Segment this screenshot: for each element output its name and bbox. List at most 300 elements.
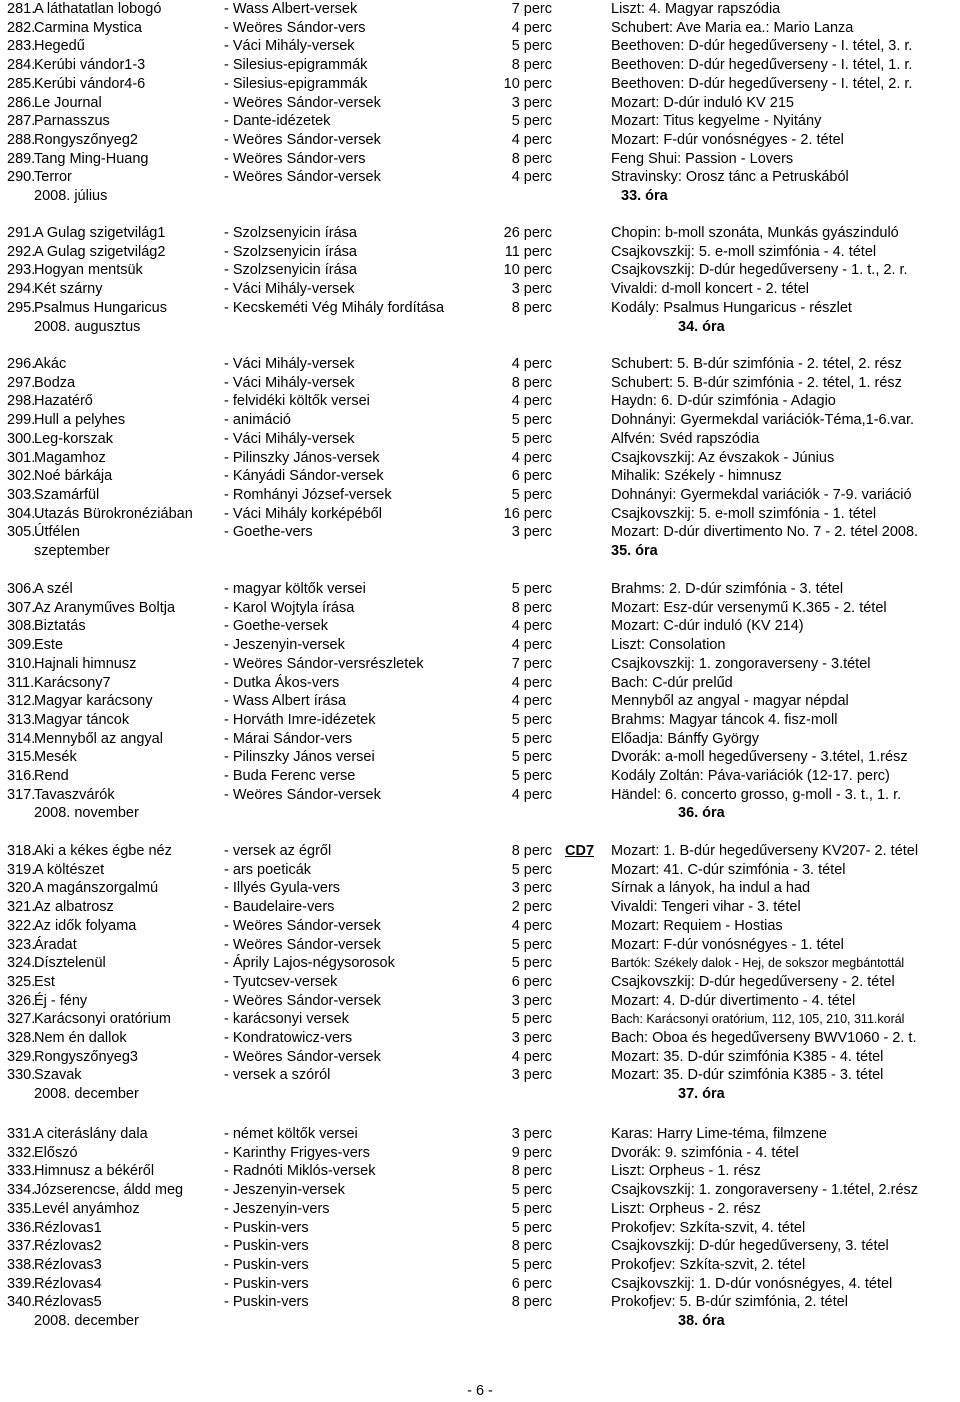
program-source: - Váci Mihály-versek	[224, 374, 355, 391]
program-row	[0, 973, 960, 992]
program-title: Akác	[34, 356, 67, 372]
program-duration: 3 perc	[511, 992, 552, 1009]
row-number: 337.	[7, 1238, 36, 1255]
program-source: - felvidéki költők versei	[224, 393, 370, 410]
section-date: szeptember	[34, 543, 110, 559]
program-title: Józserencse, áldd meg	[34, 1182, 184, 1199]
program-source: - Horváth Imre-idézetek	[224, 711, 376, 728]
program-title: Hazatérő	[34, 393, 93, 410]
section-date: 2008. augusztus	[34, 318, 141, 335]
program-source: - Kányádi Sándor-versek	[224, 468, 384, 485]
program-source: - Szolzsenyicin írása	[224, 262, 357, 279]
program-source: - karácsonyi versek	[224, 1011, 349, 1028]
section-lesson-number: 33. óra	[621, 188, 668, 204]
program-source: - versek az égről	[224, 843, 332, 859]
program-music: Schubert: 5. B-dúr szimfónia - 2. tétel, 2. rész	[611, 356, 902, 372]
program-music: Dvorák: 9. szimfónia - 4. tétel	[611, 1144, 799, 1161]
program-source: - Pilinszky János-versek	[224, 449, 380, 466]
row-number: 311.	[7, 674, 35, 691]
row-number: 325.	[7, 973, 36, 990]
program-row	[0, 392, 960, 411]
program-duration: 5 perc	[511, 768, 552, 784]
program-duration: 5 perc	[511, 1256, 552, 1273]
program-title: Tavaszvárók	[34, 786, 115, 803]
row-number: 294.	[7, 281, 36, 298]
program-title: Szamárfül	[34, 486, 100, 503]
program-title: A szél	[34, 581, 73, 597]
row-number: 323.	[7, 936, 36, 953]
program-duration: 4 perc	[511, 786, 552, 803]
program-row	[0, 1256, 960, 1275]
program-row	[0, 505, 960, 524]
program-music: Mozart: Esz-dúr versenymű K.365 - 2. tétel	[611, 599, 887, 616]
program-source: - Goethe-vers	[224, 524, 313, 541]
program-music: Mozart: Requiem - Hostias	[611, 917, 783, 934]
row-number: 312.	[7, 693, 36, 710]
program-duration: 3 perc	[511, 880, 552, 897]
program-row	[0, 954, 960, 973]
row-number: 304.	[7, 505, 36, 522]
program-music: Schubert: 5. B-dúr szimfónia - 2. tétel, 1. rész	[611, 374, 902, 391]
program-title: Levél anyámhoz	[34, 1200, 140, 1217]
program-duration: 8 perc	[511, 299, 552, 316]
program-title: Est	[34, 973, 55, 990]
program-music: Kodály Zoltán: Páva-variációk (12-17. perc)	[611, 768, 890, 784]
program-music: Előadja: Bánffy György	[611, 730, 760, 747]
program-music: Dohnányi: Gyermekdal variációk - 7-9. variáció	[611, 486, 912, 503]
program-music: Liszt: Consolation	[611, 637, 726, 654]
program-title: Hajnali himnusz	[34, 655, 137, 672]
program-duration: 8 perc	[511, 57, 552, 74]
row-number: 284.	[7, 57, 36, 74]
program-source: - Puskin-vers	[224, 1294, 309, 1311]
program-title: Az idők folyama	[34, 917, 137, 934]
program-music: Mozart: F-dúr vonósnégyes - 2. tétel	[611, 131, 844, 148]
program-music: Csajkovszkij: D-dúr hegedűverseny - 1. t., 2. r.	[611, 262, 908, 279]
program-title: Carmina Mystica	[34, 19, 142, 36]
program-row	[0, 1066, 960, 1085]
row-number: 316.	[7, 768, 36, 784]
program-source: - Puskin-vers	[224, 1219, 309, 1236]
program-duration: 5 perc	[511, 711, 552, 728]
program-row	[0, 168, 960, 187]
program-title: Psalmus Hungaricus	[34, 299, 167, 316]
program-music: Vivaldi: d-moll koncert - 2. tétel	[611, 281, 809, 298]
program-source: - Pilinszky János versei	[224, 749, 375, 766]
program-row	[0, 56, 960, 75]
program-duration: 6 perc	[511, 973, 552, 990]
program-music: Csajkovszkij: D-dúr hegedűverseny - 2. tétel	[611, 973, 895, 990]
program-music: Vivaldi: Tengeri vihar - 3. tétel	[611, 899, 801, 916]
row-number: 330.	[7, 1067, 36, 1084]
program-duration: 8 perc	[511, 599, 552, 616]
row-number: 282.	[7, 19, 36, 36]
program-title: Nem én dallok	[34, 1030, 127, 1046]
program-title: Kerúbi vándor4-6	[34, 75, 146, 92]
program-title: Rongyszőnyeg3	[34, 1048, 138, 1065]
program-source: - Márai Sándor-vers	[224, 730, 353, 747]
program-duration: 11 perc	[504, 243, 552, 260]
program-title: A Gulag szigetvilág2	[34, 243, 166, 260]
program-source: - Silesius-epigrammák	[224, 57, 368, 74]
program-source: - Kondratowicz-vers	[224, 1030, 353, 1046]
program-source: - Jeszenyin-versek	[224, 637, 345, 654]
row-number: 305.	[7, 524, 36, 541]
program-music: Mozart: 35. D-dúr szimfónia K385 - 3. tétel	[611, 1067, 884, 1084]
program-row	[0, 1162, 960, 1181]
program-row	[0, 1275, 960, 1294]
section-date: 2008. november	[34, 805, 139, 822]
row-number: 340.	[7, 1294, 36, 1311]
program-duration: 5 perc	[511, 486, 552, 503]
program-music: Schubert: Ave Maria ea.: Mario Lanza	[611, 19, 854, 36]
row-number: 338.	[7, 1256, 36, 1273]
program-source: - Karol Wojtyla írása	[224, 599, 355, 616]
program-source: - Puskin-vers	[224, 1275, 309, 1292]
row-number: 314.	[7, 730, 36, 747]
program-duration: 6 perc	[511, 1275, 552, 1292]
program-title: Le Journal	[34, 94, 102, 111]
program-music: Beethoven: D-dúr hegedűverseny - I. tétel, 2. r.	[611, 75, 913, 92]
program-title: A láthatatlan lobogó	[34, 1, 162, 17]
program-duration: 5 perc	[511, 412, 552, 429]
program-source: - versek a szóról	[224, 1067, 331, 1084]
program-duration: 7 perc	[511, 1, 552, 17]
row-number: 308.	[7, 618, 36, 635]
program-duration: 4 perc	[511, 19, 552, 36]
row-number: 315.	[7, 749, 36, 766]
program-music: Csajkovszkij: 5. e-moll szimfónia - 4. tétel	[611, 243, 877, 260]
program-duration: 5 perc	[511, 730, 552, 747]
row-number: 298.	[7, 393, 36, 410]
program-duration: 4 perc	[511, 1048, 552, 1065]
program-title: Kerúbi vándor1-3	[34, 57, 146, 74]
program-music: Csajkovszkij: 5. e-moll szimfónia - 1. tétel	[611, 505, 877, 522]
program-music: Dohnányi: Gyermekdal variációk-Téma,1-6.var.	[611, 412, 915, 429]
program-source: - Kecskeméti Vég Mihály fordítása	[224, 299, 445, 316]
row-number: 320.	[7, 880, 36, 897]
row-number: 335.	[7, 1200, 36, 1217]
program-source: - Illyés Gyula-vers	[224, 880, 341, 897]
program-source: - Weöres Sándor-versek	[224, 936, 381, 953]
row-number: 310.	[7, 655, 36, 672]
row-number: 317.	[7, 786, 36, 803]
program-duration: 5 perc	[511, 581, 552, 597]
program-row	[0, 767, 960, 786]
program-duration: 3 perc	[511, 1067, 552, 1084]
program-title: A magánszorgalmú	[34, 880, 159, 897]
program-source: - Buda Ferenc verse	[224, 768, 356, 784]
program-duration: 5 perc	[511, 1200, 552, 1217]
program-row	[0, 75, 960, 94]
program-duration: 4 perc	[511, 674, 552, 691]
row-number: 300.	[7, 430, 36, 447]
row-number: 329.	[7, 1048, 36, 1065]
program-row	[0, 243, 960, 262]
program-title: Az Aranyműves Boltja	[34, 599, 176, 616]
program-duration: 3 perc	[511, 94, 552, 111]
row-number: 322.	[7, 917, 36, 934]
program-music: Mennyből az angyal - magyar népdal	[611, 693, 849, 710]
program-source: - Váci Mihály-versek	[224, 38, 355, 55]
section-lesson-number: 38. óra	[678, 1313, 725, 1329]
program-duration: 5 perc	[511, 936, 552, 953]
program-title: Hegedű	[34, 38, 85, 55]
program-duration: 5 perc	[511, 38, 552, 55]
program-music: Brahms: Magyar táncok 4. fisz-moll	[611, 711, 838, 728]
program-title: Leg-korszak	[34, 430, 113, 447]
program-row	[0, 786, 960, 805]
program-row	[0, 748, 960, 767]
row-number: 289.	[7, 150, 36, 167]
program-row	[0, 19, 960, 38]
row-number: 313.	[7, 711, 36, 728]
row-number: 332.	[7, 1144, 36, 1161]
program-music: Prokofjev: 5. B-dúr szimfónia, 2. tétel	[611, 1294, 848, 1311]
program-duration: 4 perc	[511, 618, 552, 635]
program-music: Mozart: Titus kegyelme - Nyitány	[611, 113, 822, 130]
program-title: A citeráslány dala	[34, 1126, 148, 1142]
program-title: A költészet	[34, 861, 105, 878]
program-duration: 6 perc	[511, 468, 552, 485]
program-source: - Weöres Sándor-versek	[224, 786, 381, 803]
program-source: - Weöres Sándor-versek	[224, 992, 381, 1009]
program-row	[0, 1048, 960, 1067]
program-duration: 4 perc	[511, 637, 552, 654]
program-title: Rézlovas2	[34, 1238, 102, 1255]
program-title: Áradat	[34, 936, 77, 953]
program-title: Bodza	[34, 374, 76, 391]
program-duration: 5 perc	[511, 1219, 552, 1236]
program-row	[0, 861, 960, 880]
program-title: Utazás Bürokronéziában	[34, 505, 193, 522]
program-music: Karas: Harry Lime-téma, filmzene	[611, 1126, 827, 1142]
program-row	[0, 150, 960, 169]
program-source: - Weöres Sándor-vers	[224, 19, 366, 36]
program-duration: 16 perc	[503, 505, 552, 522]
program-duration: 3 perc	[511, 1030, 552, 1046]
program-duration: 5 perc	[511, 861, 552, 878]
program-title: Himnusz a békéről	[34, 1163, 155, 1180]
row-number: 287.	[7, 113, 36, 130]
program-music: Mozart: 4. D-dúr divertimento - 4. tétel	[611, 992, 856, 1009]
program-row	[0, 692, 960, 711]
row-number: 299.	[7, 412, 36, 429]
program-title: Noé bárkája	[34, 468, 113, 485]
program-music: Liszt: Orpheus - 2. rész	[611, 1200, 761, 1217]
section-lesson-number: 35. óra	[611, 543, 658, 559]
program-source: - Baudelaire-vers	[224, 899, 335, 916]
program-title: Rend	[34, 768, 69, 784]
program-title: Hogyan mentsük	[34, 262, 143, 279]
program-duration: 4 perc	[511, 917, 552, 934]
row-number: 319.	[7, 861, 36, 878]
row-number: 336.	[7, 1219, 36, 1236]
program-duration: 9 perc	[511, 1144, 552, 1161]
program-duration: 7 perc	[511, 655, 552, 672]
row-number: 286.	[7, 94, 36, 111]
program-source: - Puskin-vers	[224, 1256, 309, 1273]
program-row	[0, 1237, 960, 1256]
program-row	[0, 131, 960, 150]
section-date: 2008. július	[34, 188, 108, 204]
program-music: Alfvén: Svéd rapszódia	[611, 430, 760, 447]
program-title: Karácsony7	[34, 674, 111, 691]
program-duration: 4 perc	[511, 393, 552, 410]
program-duration: 4 perc	[511, 449, 552, 466]
program-row	[0, 655, 960, 674]
program-duration: 10 perc	[503, 75, 552, 92]
page-number: - 6 -	[467, 1383, 493, 1399]
program-duration: 4 perc	[511, 356, 552, 372]
program-source: - ars poeticák	[224, 861, 312, 878]
program-title: Útfélen	[34, 524, 80, 541]
program-music: Bach: Oboa és hegedűverseny BWV1060 - 2. t.	[611, 1030, 917, 1046]
program-duration: 5 perc	[511, 749, 552, 766]
program-source: - Jeszenyin-vers	[224, 1200, 330, 1217]
program-music: Feng Shui: Passion - Lovers	[611, 150, 794, 167]
program-row	[0, 1293, 960, 1312]
program-row	[0, 1029, 960, 1048]
program-title: Hull a pelyhes	[34, 412, 126, 429]
program-music: Brahms: 2. D-dúr szimfónia - 3. tétel	[611, 581, 844, 597]
row-number: 339.	[7, 1275, 36, 1292]
row-number: 328.	[7, 1030, 36, 1046]
program-source: - Váci Mihály-versek	[224, 356, 355, 372]
program-row	[0, 580, 960, 599]
row-number: 293.	[7, 262, 36, 279]
program-source: - Váci Mihály korképéből	[224, 505, 382, 522]
program-title: Mesék	[34, 749, 77, 766]
program-source: - Weöres Sándor-versek	[224, 1048, 381, 1065]
program-music: Bartók: Székely dalok - Hej, de sokszor megbántottál	[611, 956, 905, 971]
program-duration: 3 perc	[511, 281, 552, 298]
program-source: - Jeszenyin-versek	[224, 1182, 345, 1199]
program-duration: 2 perc	[511, 899, 552, 916]
row-number: 306.	[7, 581, 36, 597]
program-duration: 4 perc	[511, 693, 552, 710]
row-number: 290.	[7, 169, 36, 186]
row-number: 291.	[7, 225, 36, 241]
program-row	[0, 486, 960, 505]
program-title: Rézlovas5	[34, 1294, 102, 1311]
program-title: Rézlovas4	[34, 1275, 102, 1292]
row-number: 297.	[7, 374, 36, 391]
row-number: 334.	[7, 1182, 36, 1199]
program-title: Terror	[34, 169, 72, 186]
program-title: Biztatás	[34, 618, 86, 635]
program-duration: 8 perc	[511, 150, 552, 167]
section-lesson-number: 37. óra	[678, 1086, 725, 1103]
program-source: - Wass Albert írása	[224, 693, 346, 710]
program-music: Mozart: C-dúr induló (KV 214)	[611, 618, 804, 635]
program-music: Csajkovszkij: 1. D-dúr vonósnégyes, 4. tétel	[611, 1275, 893, 1292]
program-music: Prokofjev: Szkíta-szvit, 2. tétel	[611, 1256, 806, 1273]
program-music: Mozart: D-dúr divertimento No. 7 - 2. tétel 2008.	[611, 524, 919, 541]
program-source: - magyar költők versei	[224, 581, 366, 597]
program-duration: 8 perc	[511, 843, 552, 859]
program-duration: 5 perc	[511, 1182, 552, 1199]
program-title: Két szárny	[34, 281, 103, 298]
program-music: Liszt: 4. Magyar rapszódia	[611, 1, 781, 17]
program-duration: 5 perc	[511, 430, 552, 447]
program-source: - Weöres Sándor-versek	[224, 917, 381, 934]
program-music: Kodály: Psalmus Hungaricus - részlet	[611, 299, 852, 316]
program-music: Dvorák: a-moll hegedűverseny - 3.tétel, 1.rész	[611, 749, 908, 766]
program-music: Mozart: 41. C-dúr szimfónia - 3. tétel	[611, 861, 846, 878]
row-number: 333.	[7, 1163, 36, 1180]
program-source: - Weöres Sándor-versek	[224, 94, 381, 111]
program-source: - Szolzsenyicin írása	[224, 225, 357, 241]
program-music: Csajkovszkij: 1. zongoraverseny - 3.tétel	[611, 655, 871, 672]
row-number: 296.	[7, 356, 36, 372]
program-title: Rézlovas1	[34, 1219, 102, 1236]
program-source: - Weöres Sándor-versek	[224, 131, 381, 148]
program-row	[0, 992, 960, 1011]
program-music: Liszt: Orpheus - 1. rész	[611, 1163, 761, 1180]
program-music: Händel: 6. concerto grosso, g-moll - 3. t., 1. r.	[611, 786, 902, 803]
program-title: Az albatrosz	[34, 899, 114, 916]
program-row	[0, 449, 960, 468]
program-source: - Szolzsenyicin írása	[224, 243, 357, 260]
program-music: Csajkovszkij: 1. zongoraverseny - 1.tétel, 2.rész	[611, 1182, 919, 1199]
program-row	[0, 411, 960, 430]
section-date: 2008. december	[34, 1313, 139, 1329]
program-row	[0, 617, 960, 636]
program-source: - Dante-idézetek	[224, 113, 331, 130]
program-duration: 26 perc	[503, 225, 552, 241]
program-duration: 3 perc	[511, 524, 552, 541]
program-title: Dísztelenül	[34, 955, 106, 972]
row-number: 326.	[7, 992, 36, 1009]
program-title: Előszó	[34, 1144, 78, 1161]
program-row	[0, 224, 960, 243]
program-title: Karácsonyi oratórium	[34, 1011, 171, 1028]
program-duration: 3 perc	[511, 1126, 552, 1142]
program-music: Mozart: F-dúr vonósnégyes - 1. tétel	[611, 936, 844, 953]
program-row	[0, 1219, 960, 1238]
program-row	[0, 1010, 960, 1029]
section-date: 2008. december	[34, 1086, 139, 1103]
row-number: 292.	[7, 243, 36, 260]
row-number: 318.	[7, 843, 36, 859]
program-row	[0, 374, 960, 393]
program-title: Magamhoz	[34, 449, 106, 466]
program-music: Mozart: 1. B-dúr hegedűverseny KV207- 2. tétel	[611, 843, 919, 859]
section-lesson-number: 34. óra	[678, 318, 725, 335]
program-row	[0, 898, 960, 917]
row-number: 283.	[7, 38, 36, 55]
cd-tag: CD7	[565, 843, 595, 859]
program-title: Éj - fény	[34, 992, 88, 1009]
program-row	[0, 523, 960, 542]
program-music: Bach: Karácsonyi oratórium, 112, 105, 210, 311.korál	[611, 1012, 905, 1027]
program-title: Parnasszus	[34, 113, 110, 130]
program-source: - Tyutcsev-versek	[224, 973, 338, 990]
program-row	[0, 1200, 960, 1219]
program-duration: 5 perc	[511, 113, 552, 130]
program-music: Haydn: 6. D-dúr szimfónia - Adagio	[611, 393, 836, 410]
program-row	[0, 1181, 960, 1200]
program-row	[0, 299, 960, 318]
program-source: - Radnóti Miklós-versek	[224, 1163, 376, 1180]
program-duration: 8 perc	[511, 1294, 552, 1311]
program-row	[0, 599, 960, 618]
row-number: 331.	[7, 1126, 36, 1142]
program-row	[0, 674, 960, 693]
program-source: - animáció	[224, 412, 291, 429]
program-title: Szavak	[34, 1067, 82, 1084]
